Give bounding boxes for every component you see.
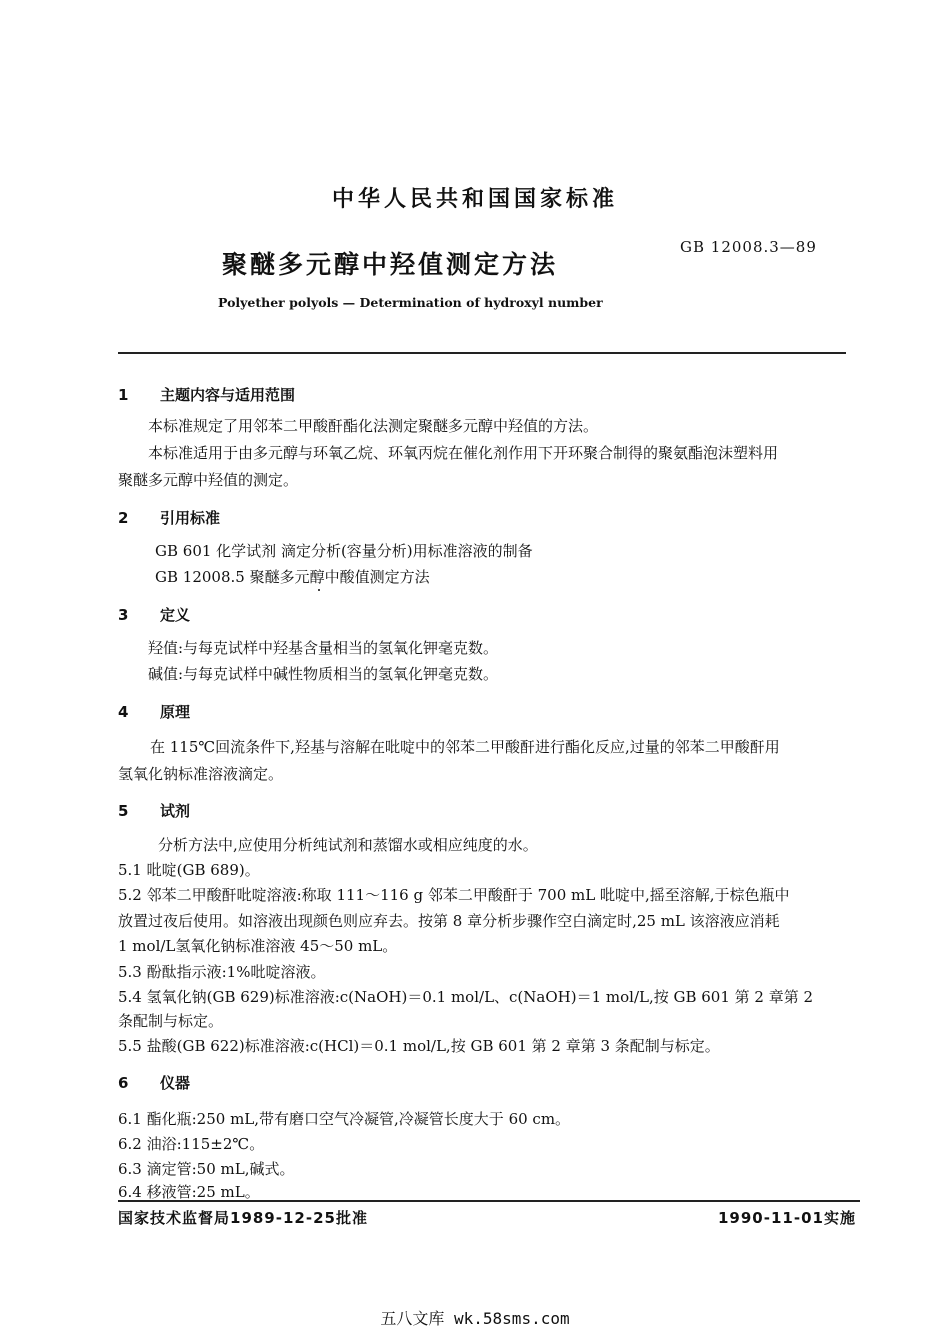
section-title: 原理 xyxy=(160,703,191,721)
reference-gb12008-5: GB 12008.5 聚醚多元醇中酸值测定方法 xyxy=(155,568,430,586)
section-6-heading xyxy=(118,1072,190,1093)
reagent-5-4-line-2: 条配制与标定。 xyxy=(118,1012,224,1030)
reagent-5-2-line-2: 放置过夜后使用。如溶液出现颜色则应弃去。按第 8 章分析步骤作空白滴定时,25 mL 该溶液应消耗 xyxy=(118,912,780,930)
section-title: 引用标准 xyxy=(160,509,221,527)
reference-gb601: GB 601 化学试剂 滴定分析(容量分析)用标准溶液的制备 xyxy=(155,542,533,560)
reagent-5-2-line-3: 1 mol/L氢氧化钠标准溶液 45～50 mL。 xyxy=(118,937,398,955)
approval-note: 国家技术监督局1989-12-25批准 xyxy=(118,1209,368,1227)
apparatus-6-2: 6.2 油浴:115±2℃。 xyxy=(118,1135,265,1153)
apparatus-6-3: 6.3 滴定管:50 mL,碱式。 xyxy=(118,1160,295,1178)
footer-divider xyxy=(118,1200,860,1202)
section-number: 3 xyxy=(118,606,129,624)
document-title: 聚醚多元醇中羟值测定方法 xyxy=(222,250,559,279)
section-number: 5 xyxy=(118,802,129,820)
section-number: 2 xyxy=(118,509,129,527)
header-divider xyxy=(118,352,846,354)
reagent-5-3: 5.3 酚酞指示液:1%吡啶溶液。 xyxy=(118,963,326,981)
reagent-5-4-line-1: 5.4 氢氧化钠(GB 629)标准溶液:c(NaOH)＝0.1 mol/L、c(NaOH)＝1 mol/L,按 GB 601 第 2 章第 2 xyxy=(118,988,814,1006)
section-1-line-2: 本标准适用于由多元醇与环氧乙烷、环氧丙烷在催化剂作用下开环聚合制得的聚氨酯泡沫塑料用 xyxy=(148,444,779,462)
section-2-heading xyxy=(118,507,220,528)
apparatus-6-4: 6.4 移液管:25 mL。 xyxy=(118,1183,260,1201)
scan-speck xyxy=(318,589,320,591)
section-4-line-2: 氢氧化钠标准溶液滴定。 xyxy=(118,765,284,783)
apparatus-6-1: 6.1 酯化瓶:250 mL,带有磨口空气冷凝管,冷凝管长度大于 60 cm。 xyxy=(118,1110,571,1128)
section-1-line-1: 本标准规定了用邻苯二甲酸酐酯化法测定聚醚多元醇中羟值的方法。 xyxy=(148,417,599,435)
reagent-5-2-line-1: 5.2 邻苯二甲酸酐吡啶溶液:称取 111～116 g 邻苯二甲酸酐于 700 mL 吡啶中,摇至溶解,于棕色瓶中 xyxy=(118,886,790,904)
document-title-english: Polyether polyols — Determination of hydroxyl number xyxy=(218,295,603,310)
implementation-date: 1990-11-01实施 xyxy=(718,1209,856,1227)
section-number: 4 xyxy=(118,703,129,721)
section-1-heading xyxy=(118,384,295,405)
section-number: 1 xyxy=(118,386,129,404)
section-5-heading xyxy=(118,800,190,821)
section-1-line-3: 聚醚多元醇中羟值的测定。 xyxy=(118,471,299,489)
section-5-intro: 分析方法中,应使用分析纯试剂和蒸馏水或相应纯度的水。 xyxy=(158,836,538,854)
reagent-5-1: 5.1 吡啶(GB 689)。 xyxy=(118,861,260,879)
section-title: 主题内容与适用范围 xyxy=(160,386,296,404)
section-title: 定义 xyxy=(160,606,191,624)
definition-alkalinity: 碱值:与每克试样中碱性物质相当的氢氧化钾毫克数。 xyxy=(148,665,499,683)
section-4-heading xyxy=(118,701,190,722)
section-number: 6 xyxy=(118,1074,129,1092)
national-standard-heading: 中华人民共和国国家标准 xyxy=(331,187,618,212)
section-3-heading xyxy=(118,604,190,625)
reagent-5-5: 5.5 盐酸(GB 622)标准溶液:c(HCl)＝0.1 mol/L,按 GB 601 第 2 章第 3 条配制与标定。 xyxy=(118,1037,720,1055)
standard-code: GB 12008.3—89 xyxy=(680,238,817,256)
section-title: 仪器 xyxy=(160,1074,191,1092)
section-4-line-1: 在 115℃回流条件下,羟基与溶解在吡啶中的邻苯二甲酸酐进行酯化反应,过量的邻苯二甲酸酐用 xyxy=(150,738,780,756)
section-title: 试剂 xyxy=(160,802,191,820)
site-watermark: 五八文库 wk.58sms.com xyxy=(380,1309,570,1328)
definition-hydroxyl: 羟值:与每克试样中羟基含量相当的氢氧化钾毫克数。 xyxy=(148,639,499,657)
